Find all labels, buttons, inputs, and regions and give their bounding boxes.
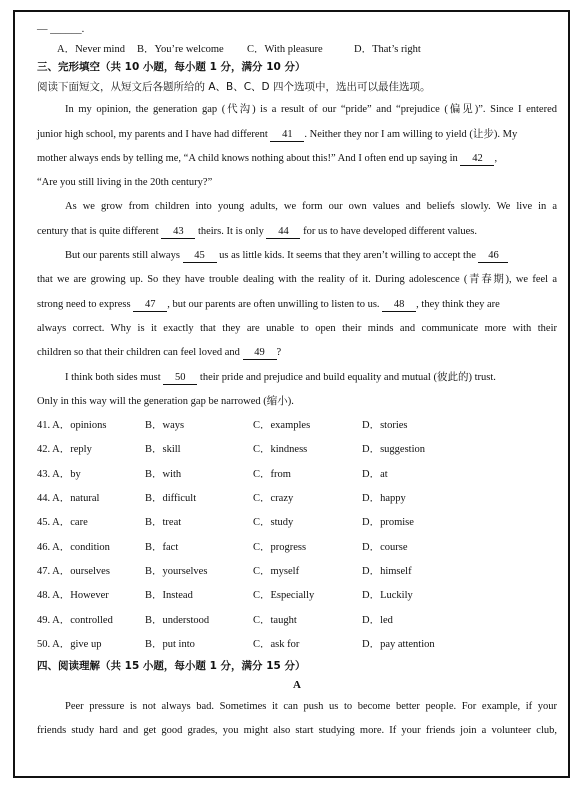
question-number: 46. xyxy=(37,541,51,553)
question-number: 50. xyxy=(37,638,51,650)
option-d: D．promise xyxy=(362,517,414,529)
blank-43: 43 xyxy=(161,226,195,239)
blank-44: 44 xyxy=(266,226,300,239)
question-row-43 xyxy=(37,463,557,487)
option-b: B．You’re welcome xyxy=(137,44,224,55)
reading-line: Peer pressure is not always bad. Sometimes it can push us to become better people. For example, if your xyxy=(65,701,557,713)
option-c: C．ask for xyxy=(253,638,300,650)
passage-line: Only in this way will the generation gap be narrowed (缩小). xyxy=(37,395,294,407)
passage-line: In my opinion, the generation gap (代沟) is a result of our “pride” and “prejudice (偏见)”. Since I entered xyxy=(65,104,557,116)
blank-49: 49 xyxy=(243,347,277,360)
passage-line xyxy=(37,147,557,171)
question-row-49 xyxy=(37,609,557,633)
previous-question-fragment: — ______. xyxy=(37,24,85,35)
question-row-48 xyxy=(37,584,557,608)
passage-line xyxy=(37,220,557,244)
question-row-46 xyxy=(37,536,557,560)
passage-line: always correct. Why is it exactly that they are unable to open their minds and communicate more with their xyxy=(37,322,557,334)
passage-line: “Are you still living in the 20th century?” xyxy=(37,177,213,189)
option-a-text: A．give up xyxy=(52,638,102,650)
option-a xyxy=(37,511,145,535)
option-a xyxy=(37,463,145,487)
passage-line xyxy=(37,341,557,365)
passage-line xyxy=(37,366,557,390)
option-d: D．stories xyxy=(362,420,408,432)
text: , they think they are xyxy=(416,298,500,310)
option-d: D．led xyxy=(362,614,393,626)
text: theirs. It is only xyxy=(197,225,264,237)
option-a xyxy=(37,584,145,608)
option-c: C．taught xyxy=(253,614,297,626)
option-a-text: A．natural xyxy=(52,493,100,505)
option-d: D．at xyxy=(362,468,388,480)
option-a xyxy=(37,609,145,633)
option-a xyxy=(37,487,145,511)
text: children so that their children can feel loved and xyxy=(37,347,240,359)
option-a-text: A．ourselves xyxy=(52,565,110,577)
question-row-50 xyxy=(37,633,557,657)
question-number: 42. xyxy=(37,444,51,456)
text: us as little kids. It seems that they aren’t willing to accept the xyxy=(219,250,476,262)
section3-title: 三、完形填空（共 10 小题，每小题 1 分，满分 10 分） xyxy=(37,61,306,74)
option-d: D．Luckily xyxy=(362,590,413,602)
option-c: C．kindness xyxy=(253,444,308,456)
text: , but our parents are often unwilling to listen to us. xyxy=(167,298,380,310)
passage-line xyxy=(37,244,557,268)
option-d: D．course xyxy=(362,541,408,553)
option-c: C．Especially xyxy=(253,590,315,602)
option-a-text: A．reply xyxy=(52,444,92,456)
passage-line: As we grow from children into young adults, we form our own values and beliefs slowly. We live in a xyxy=(65,201,557,213)
text: their pride and prejudice and build equality and mutual (彼此的) trust. xyxy=(199,371,496,383)
blank-45: 45 xyxy=(183,250,217,263)
option-a-text: A．care xyxy=(52,517,88,529)
option-a xyxy=(37,438,145,462)
page-content xyxy=(37,24,557,744)
question-number: 44. xyxy=(37,493,51,505)
question-row-47 xyxy=(37,560,557,584)
option-a-text: A．However xyxy=(52,590,109,602)
question-row-44 xyxy=(37,487,557,511)
blank-46: 46 xyxy=(478,250,508,263)
text: , xyxy=(494,152,498,164)
text: But our parents still always xyxy=(65,250,180,262)
option-d: D．happy xyxy=(362,493,406,505)
text: I think both sides must xyxy=(65,371,161,383)
exam-page xyxy=(13,10,570,778)
option-c: C．examples xyxy=(253,420,311,432)
option-b: B．skill xyxy=(145,444,181,456)
option-a xyxy=(37,633,145,657)
blank-42: 42 xyxy=(460,153,494,166)
reading-line: friends study hard and get good grades, you might also start studying more. If your friends join a volunteer club, xyxy=(37,725,557,737)
blank-48: 48 xyxy=(382,299,416,312)
option-a-text: A．opinions xyxy=(52,420,107,432)
option-b: B．yourselves xyxy=(145,565,208,577)
question-number: 48. xyxy=(37,590,51,602)
passage-line xyxy=(37,123,557,147)
option-c: C．study xyxy=(253,517,294,529)
reading-part-label: A xyxy=(293,679,301,692)
question-row-42 xyxy=(37,438,557,462)
text: for us to have developed different values. xyxy=(303,225,477,237)
question-number: 49. xyxy=(37,614,51,626)
option-a-text: A．by xyxy=(52,468,81,480)
text: century that is quite different xyxy=(37,225,159,237)
section4-title: 四、阅读理解（共 15 小题，每小题 1 分，满分 15 分） xyxy=(37,660,306,673)
section3-instruction: 阅读下面短文，从短文后各题所给的 A、B、C、D 四个选项中，选出可以最佳选项。 xyxy=(37,81,431,94)
text: . Neither they nor I am willing to yield (让步). My xyxy=(304,128,518,140)
text: strong need to express xyxy=(37,298,131,310)
option-d: D．himself xyxy=(362,565,412,577)
option-b: B．with xyxy=(145,468,182,480)
question-number: 45. xyxy=(37,517,51,529)
option-a xyxy=(37,560,145,584)
question-number: 43. xyxy=(37,468,51,480)
text: ? xyxy=(276,347,282,359)
option-d: D．pay attention xyxy=(362,638,435,650)
option-d: D．suggestion xyxy=(362,444,425,456)
question-options-list xyxy=(37,414,557,657)
option-a xyxy=(37,414,145,438)
text: mother always ends by telling me, “A child knows nothing about this!” And I often end up saying in xyxy=(37,152,458,164)
option-b: B．put into xyxy=(145,638,195,650)
question-row-45 xyxy=(37,511,557,535)
blank-50: 50 xyxy=(163,372,197,385)
question-number: 41. xyxy=(37,420,51,432)
option-b: B．fact xyxy=(145,541,179,553)
option-b: B．difficult xyxy=(145,493,197,505)
option-b: B．ways xyxy=(145,420,185,432)
question-row-41 xyxy=(37,414,557,438)
option-b: B．treat xyxy=(145,517,182,529)
passage-line: that we are growing up. So they have trouble dealing with the reality of it. During adolescence (青春期), we feel a xyxy=(37,274,557,286)
option-a-text: A．controlled xyxy=(52,614,113,626)
option-c: C．myself xyxy=(253,565,300,577)
option-c: C．progress xyxy=(253,541,307,553)
option-c: C．from xyxy=(253,468,291,480)
option-c: C．With pleasure xyxy=(247,44,323,55)
option-b: B．Instead xyxy=(145,590,193,602)
option-b: B．understood xyxy=(145,614,210,626)
option-c: C．crazy xyxy=(253,493,294,505)
passage-line xyxy=(37,293,557,317)
option-a: A．Never mind xyxy=(57,44,125,55)
option-a xyxy=(37,536,145,560)
text: junior high school, my parents and I have had different xyxy=(37,128,268,140)
option-d: D．That’s right xyxy=(354,44,421,55)
question-number: 47. xyxy=(37,565,51,577)
option-a-text: A．condition xyxy=(52,541,110,553)
blank-41: 41 xyxy=(270,129,304,142)
blank-47: 47 xyxy=(133,299,167,312)
